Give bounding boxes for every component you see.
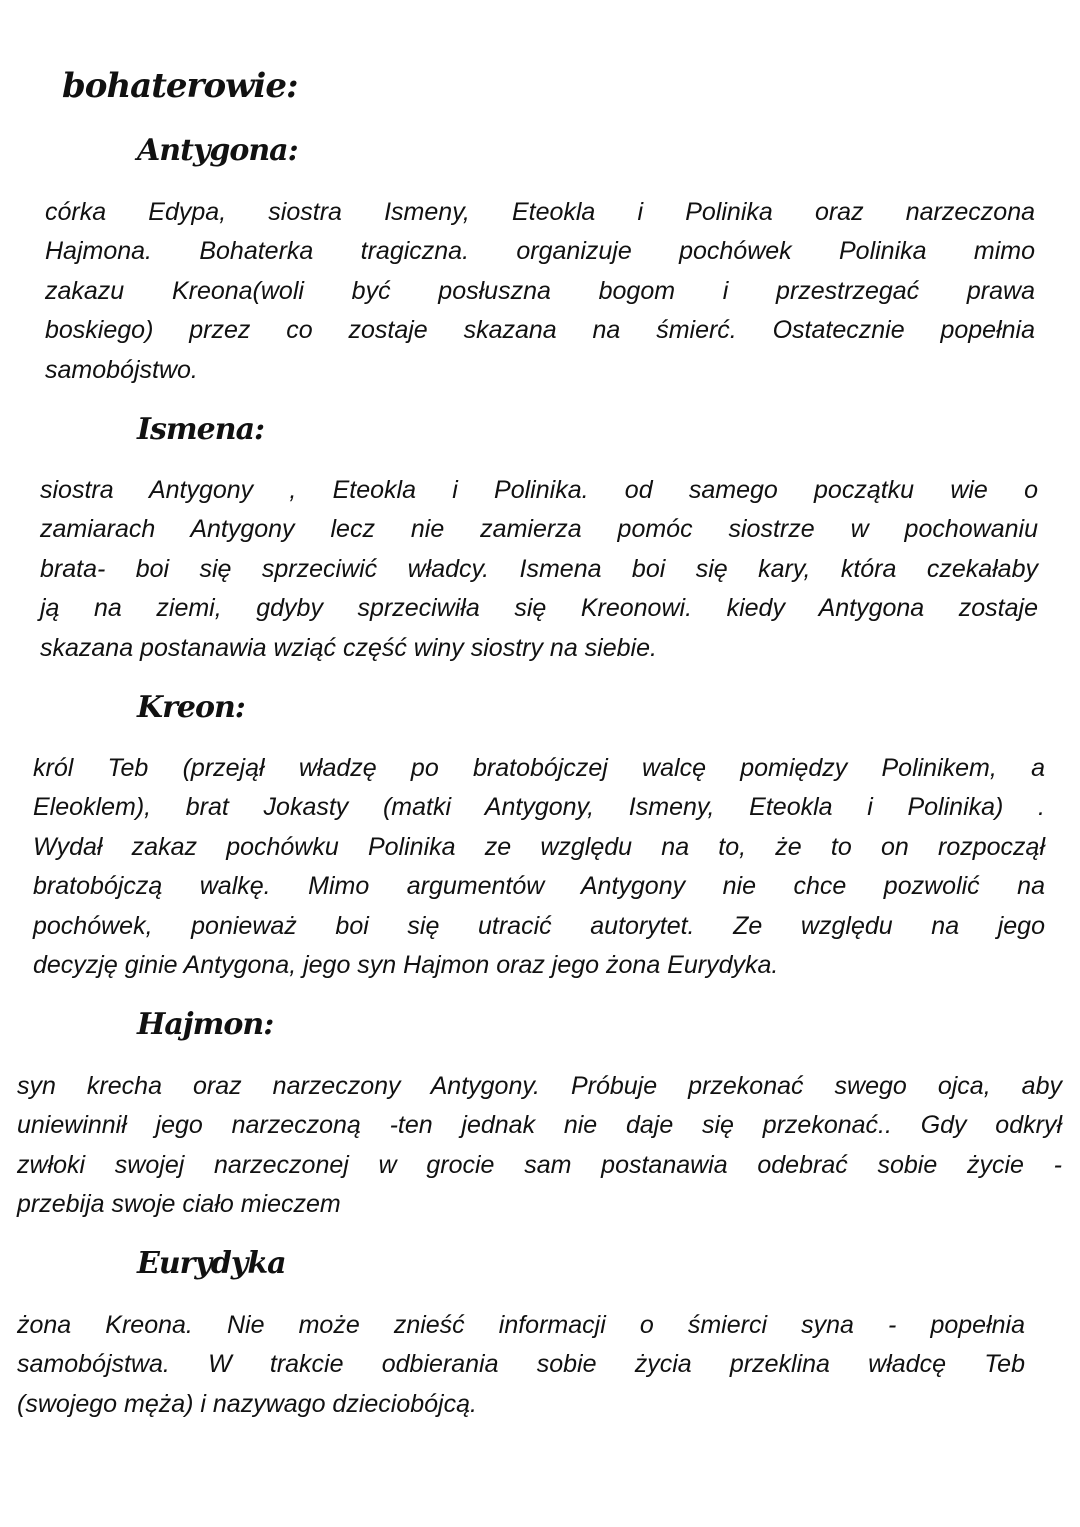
text-line: Hajmona. Bohaterka tragiczna. organizuje pochówek Polinika mimo — [45, 237, 1035, 266]
text-line: decyzję ginie Antygona, jego syn Hajmon oraz jego żona Eurydyka. — [33, 950, 779, 979]
text-line: zamiarach Antygony lecz nie zamierza pomóc siostrze w pochowaniu — [40, 515, 1038, 544]
text-line: brata- boi się sprzeciwić władcy. Ismena boi się kary, która czekałaby — [40, 554, 1038, 583]
text-line: żona Kreona. Nie może znieść informacji o śmierci syna - popełnia — [17, 1311, 1025, 1339]
text-line: córka Edypa, siostra Ismeny, Eteokla i Polinika oraz narzeczona — [45, 198, 1035, 226]
heading-antygona: Antygona: — [137, 133, 298, 168]
text-line: Eleoklem), brat Jokasty (matki Antygony, Ismeny, Eteokla i Polinika) . — [33, 793, 1045, 822]
heading-hajmon: Hajmon: — [137, 1007, 274, 1042]
text-line: zwłoki swojej narzeczonej w grocie sam postanawia odebrać sobie życie - — [17, 1150, 1062, 1179]
paragraph-hajmon — [17, 1067, 1062, 1225]
text-line: syn krecha oraz narzeczony Antygony. Próbuje przekonać swego ojca, aby — [17, 1072, 1062, 1100]
text-line: boskiego) przez co zostaje skazana na śmierć. Ostatecznie popełnia — [45, 316, 1035, 345]
text-line: bratobójczą walkę. Mimo argumentów Antygony nie chce pozwolić na — [33, 872, 1045, 901]
text-line: Wydał zakaz pochówku Polinika ze względu na to, że to on rozpoczął — [33, 832, 1045, 861]
heading-kreon: Kreon: — [137, 690, 245, 725]
text-line: ją na ziemi, gdyby sprzeciwiła się Kreonowi. kiedy Antygona zostaje — [40, 594, 1038, 623]
heading-eurydyka: Eurydyka — [137, 1246, 286, 1281]
paragraph-ismena — [40, 471, 1038, 668]
paragraph-eurydyka — [17, 1306, 1025, 1424]
text-line: skazana postanawia wziąć część winy siostry na siebie. — [40, 633, 657, 662]
text-line: (swojego męża) i nazywago dzieciobójcą. — [17, 1389, 477, 1418]
text-line: uniewinnił jego narzeczoną -ten jednak nie daje się przekonać.. Gdy odkrył — [17, 1111, 1062, 1140]
text-line: samobójstwo. — [45, 355, 198, 384]
page-title: bohaterowie: — [62, 66, 298, 106]
text-line: król Teb (przejął władzę po bratobójczej walcę pomiędzy Polinikem, a — [33, 754, 1045, 782]
paragraph-kreon — [33, 749, 1045, 985]
text-line: zakazu Kreona(woli być posłuszna bogom i przestrzegać prawa — [45, 276, 1035, 305]
text-line: pochówek, ponieważ boi się utracić autorytet. Ze względu na jego — [33, 911, 1045, 940]
text-line: przebija swoje ciało mieczem — [17, 1190, 341, 1219]
text-line: siostra Antygony , Eteokla i Polinika. od samego początku wie o — [40, 476, 1038, 504]
paragraph-antygona — [45, 193, 1035, 390]
heading-ismena: Ismena: — [137, 412, 265, 447]
text-line: samobójstwa. W trakcie odbierania sobie życia przeklina władcę Teb — [17, 1350, 1025, 1379]
